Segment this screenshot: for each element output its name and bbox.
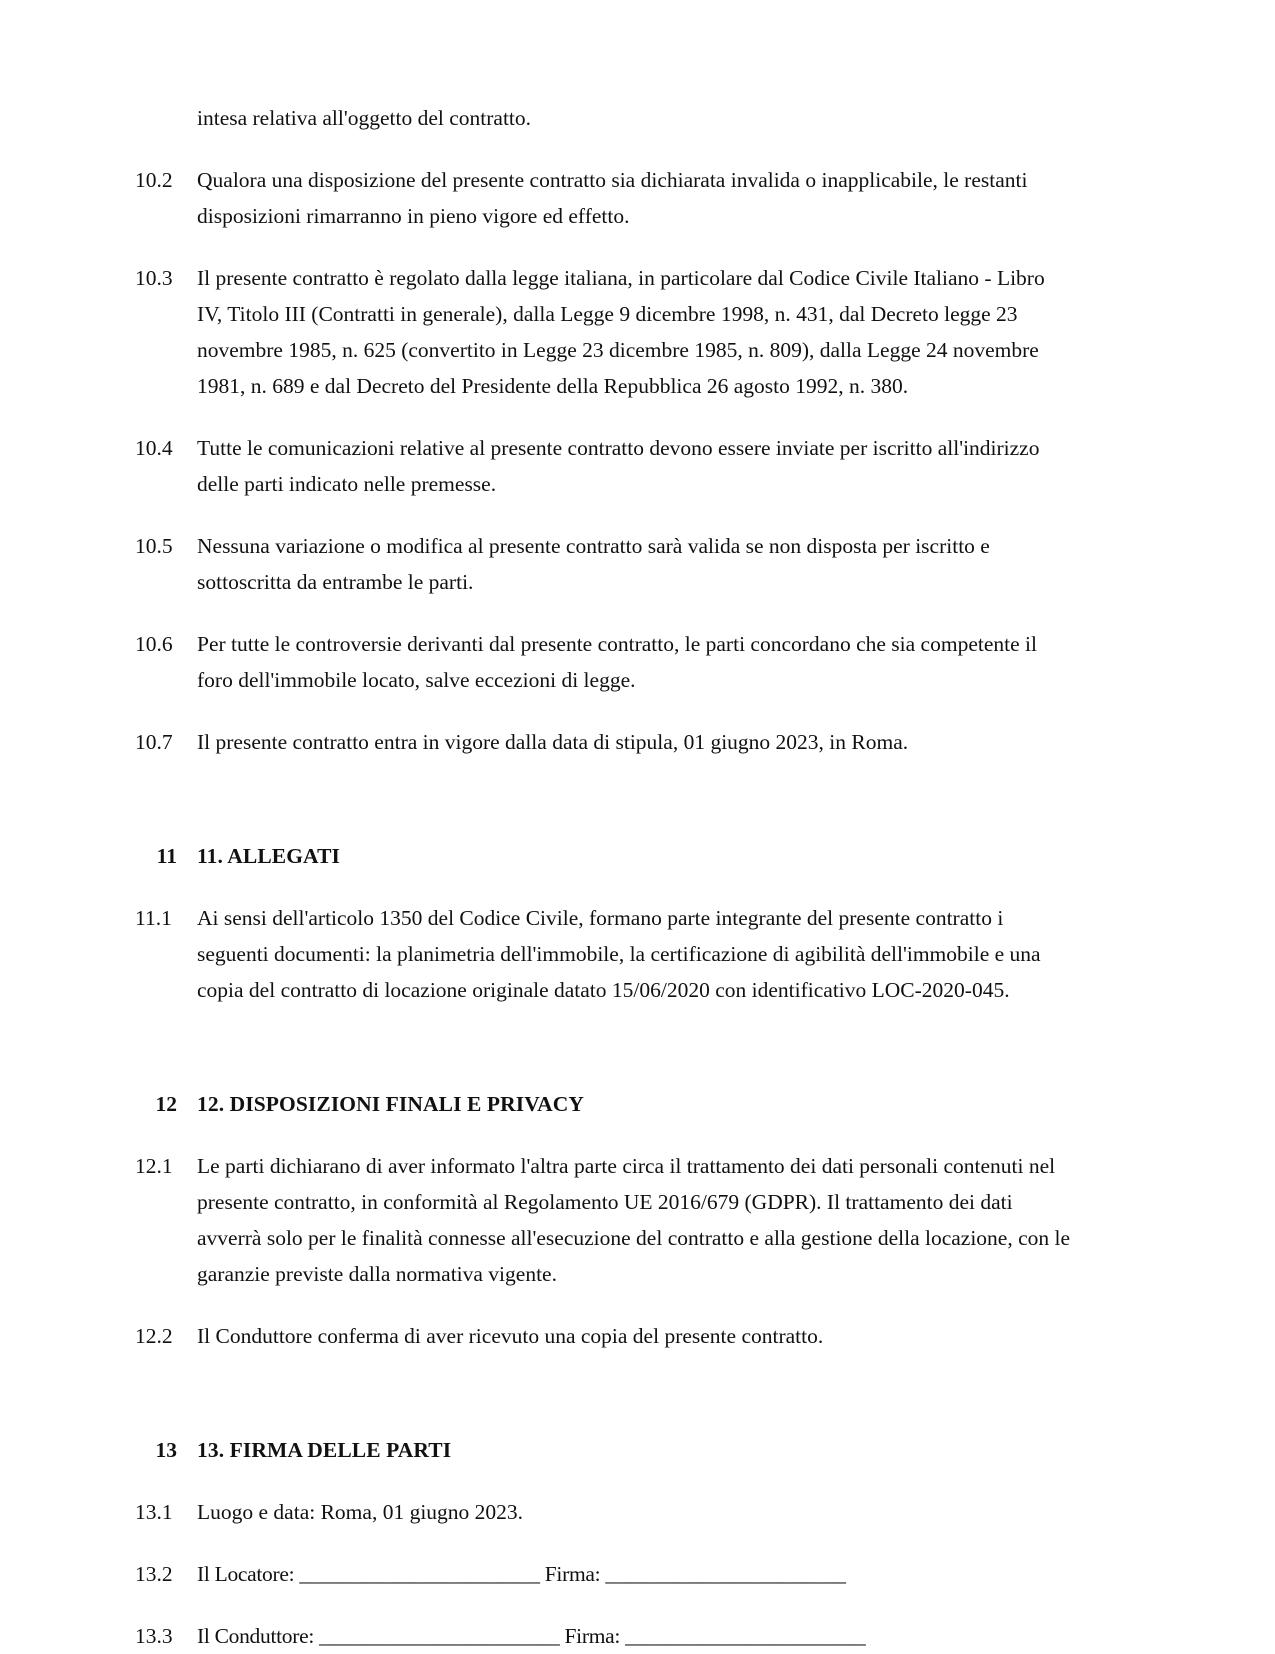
clause-number: 10.3 [135, 266, 173, 290]
clause-number: 13.3 [135, 1624, 173, 1648]
section-title: 11. ALLEGATI [197, 844, 340, 868]
clause-11-1 [135, 900, 1075, 1008]
clause-number: 10.6 [135, 632, 173, 656]
section-spacer [135, 1034, 1075, 1086]
clause-12-2 [135, 1318, 1075, 1354]
clause-text: Il presente contratto è regolato dalla legge italiana, in particolare dal Codice Civile Italiano - Libro IV, Titolo III (Contratti in generale), dalla Legge 9 dicembre 1998, n. 431, dal Decreto legge 23 novembre 1985, n. 625 (convertito in Legge 23 dicembre 1985, n. 809), dalla Legge 24 novembre 1981, n. 689 e dal Decreto del Presidente della Repubblica 26 agosto 1992, n. 380. [197, 266, 1045, 398]
clause-13-2 [135, 1556, 1075, 1592]
clause-number: 11.1 [135, 906, 172, 930]
section-heading-12 [135, 1086, 1075, 1122]
clause-13-1 [135, 1494, 1075, 1530]
section-spacer [135, 786, 1075, 838]
clause-12-1 [135, 1148, 1075, 1292]
clause-number: 10.2 [135, 168, 173, 192]
clause-text: Tutte le comunicazioni relative al presente contratto devono essere inviate per iscritto all'indirizzo delle parti indicato nelle premesse. [197, 436, 1040, 496]
section-spacer [135, 1380, 1075, 1432]
section-heading-13 [135, 1432, 1075, 1468]
clause-text: Ai sensi dell'articolo 1350 del Codice Civile, formano parte integrante del presente contratto i seguenti documenti: la planimetria dell'immobile, la certificazione di agibilità dell'immobile e una copia del contratto di locazione originale datato 15/06/2020 con identificativo LOC-2020-045. [197, 906, 1041, 1002]
clause-10-4 [135, 430, 1075, 502]
clause-text: Nessuna variazione o modifica al presente contratto sarà valida se non disposta per iscritto e sottoscritta da entrambe le parti. [197, 534, 990, 594]
clause-number: 10.5 [135, 534, 173, 558]
clause-number: 10.4 [135, 436, 173, 460]
section-title: 13. FIRMA DELLE PARTI [197, 1438, 452, 1462]
clause-continuation [135, 100, 1075, 136]
clause-number: 12.1 [135, 1154, 173, 1178]
clause-13-3 [135, 1618, 1075, 1654]
clause-text: Qualora una disposizione del presente contratto sia dichiarata invalida o inapplicabile, le restanti disposizioni rimarranno in pieno vigore ed effetto. [197, 168, 1028, 228]
clause-text: Il Conduttore conferma di aver ricevuto una copia del presente contratto. [197, 1324, 824, 1348]
conduttore-signature-line: Il Conduttore: _______________________ Firma: _______________________ [197, 1624, 866, 1648]
clause-number: 10.7 [135, 730, 173, 754]
section-number: 13 [155, 1438, 177, 1462]
clause-text: Luogo e data: Roma, 01 giugno 2023. [197, 1500, 524, 1524]
clause-text: Le parti dichiarano di aver informato l'altra parte circa il trattamento dei dati personali contenuti nel presente contratto, in conformità al Regolamento UE 2016/679 (GDPR). Il trattamento dei dati avverrà solo per le finalità connesse all'esecuzione del contratto e alla gestione della locazione, con le garanzie previste dalla normativa vigente. [197, 1154, 1071, 1286]
clause-10-7 [135, 724, 1075, 760]
clause-number: 13.2 [135, 1562, 173, 1586]
section-number: 11 [156, 844, 177, 868]
clause-10-2 [135, 162, 1075, 234]
section-heading-11 [135, 838, 1075, 874]
clause-text: intesa relativa all'oggetto del contratto. [197, 106, 532, 130]
clause-number: 12.2 [135, 1324, 173, 1348]
clause-text: Il presente contratto entra in vigore dalla data di stipula, 01 giugno 2023, in Roma. [197, 730, 909, 754]
locatore-signature-line: Il Locatore: _______________________ Firma: _______________________ [197, 1562, 846, 1586]
clause-10-3 [135, 260, 1075, 404]
clause-10-5 [135, 528, 1075, 600]
clause-text: Per tutte le controversie derivanti dal presente contratto, le parti concordano che sia competente il foro dell'immobile locato, salve eccezioni di legge. [197, 632, 1037, 692]
clause-number: 13.1 [135, 1500, 173, 1524]
section-title: 12. DISPOSIZIONI FINALI E PRIVACY [197, 1092, 584, 1116]
section-number: 12 [155, 1092, 177, 1116]
clause-10-6 [135, 626, 1075, 698]
